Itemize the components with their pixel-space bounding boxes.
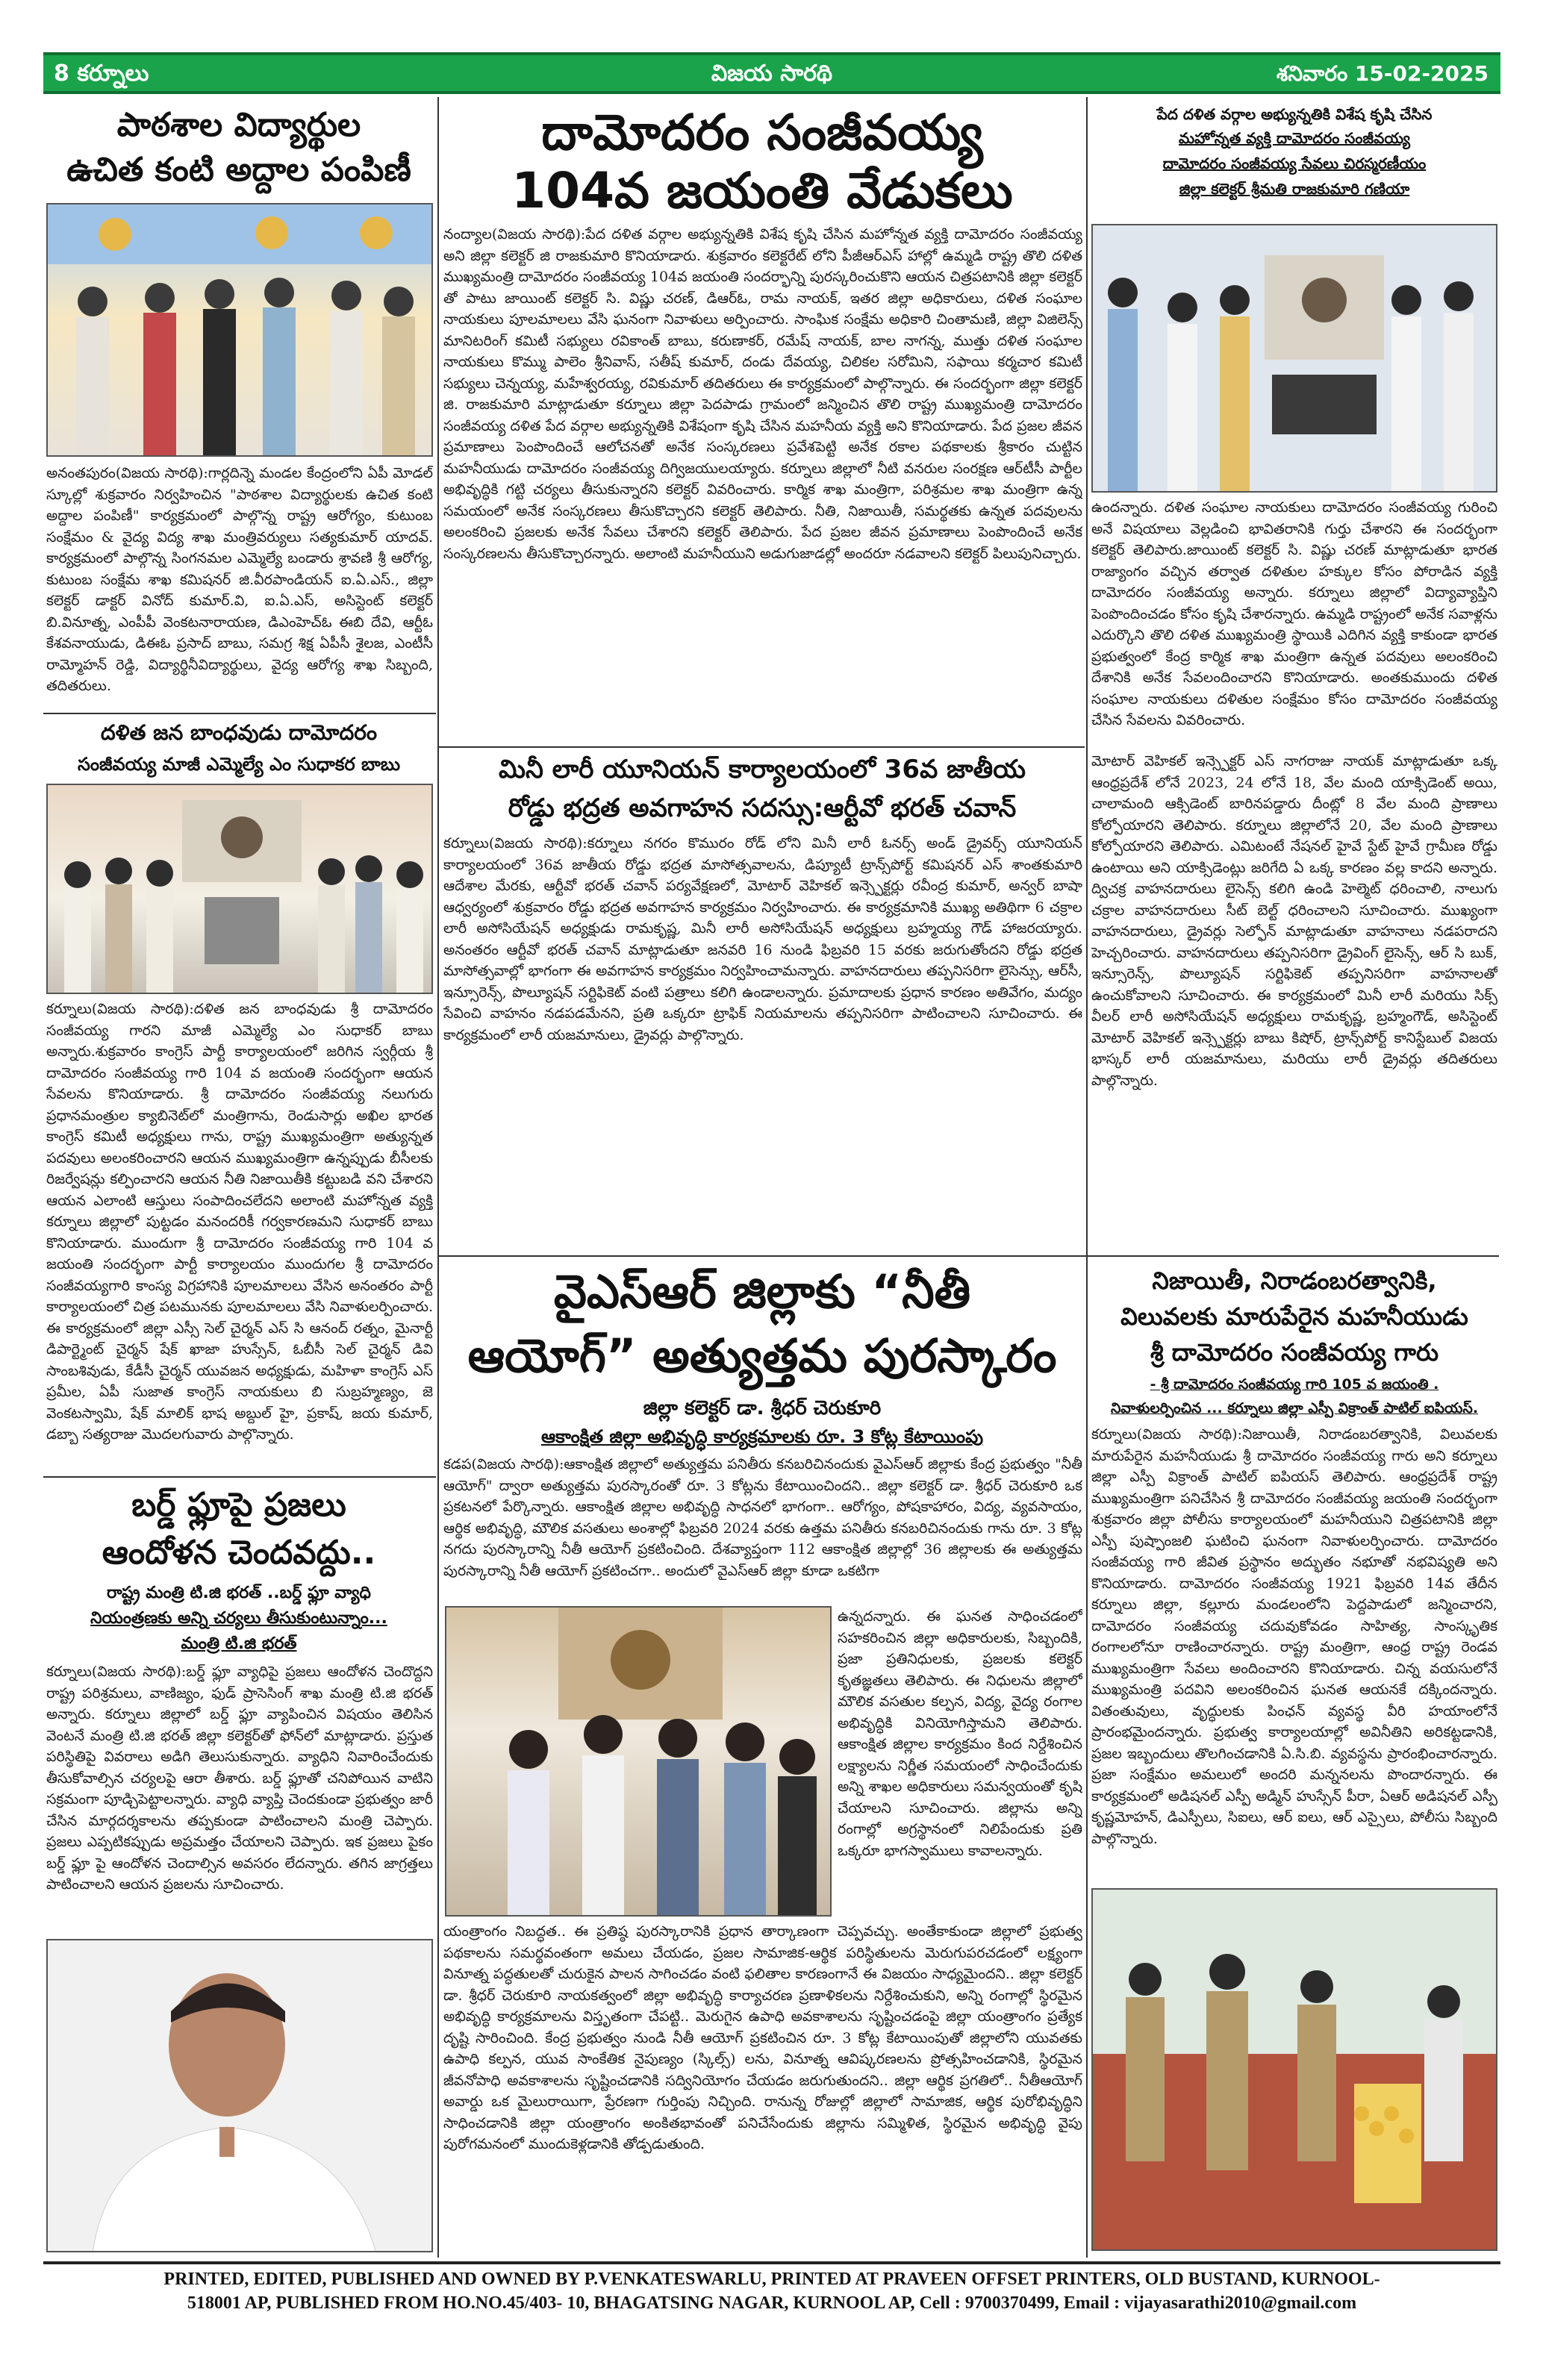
sp-sub-1: - శ్రీ దామోదరం సంజీవయ్య గారి 105 వ జయంతి . [1150,1376,1439,1393]
masthead [43,52,1500,94]
damodaram-body: నంద్యాల(విజయ సారథి):పేద దళిత వర్గాల అభ్యున్నతికి విశేష కృషి చేసిన మహోన్నత వ్యక్తి దామోదరం సంజీవయ్య అని జిల్లా కలెక్టర్ జి రాజకుమారి కొనియాడారు. శుక్రవారం కలెక్టరేట్ లోని పీజీఆర్ఎస్ హాల్లో ఉమ్మడి రాష్ట్ర తొలి దళిత ముఖ్యమంత్రి దామోదరం సంజీవయ్య 104వ జయంతి సందర్భాన్ని పురస్కరించుకొని ఆయన చిత్రపటానికి జిల్లా కలెక్టర్ తో పాటు జాయింట్ కలెక్టర్ సి. విష్ణు చరణ్, డిఆర్ఓ, రామ నాయక్, ఇతర జిల్లా అధికారులు, దళిత సంఘాల నాయకులు పూలమాలలు వేసి ఘనంగా నివాళులు అర్పించారు. సాంఘిక సంక్షేమ అధికారి చింతామణి, జిల్లా విజిలెన్స్ మానిటరింగ్ కమిటీ సభ్యులు రవికాంత్ బాబు, కరుణాకర్, రమేష్ నాయక్, బాల నాగన్న, ముత్తు దళిత సంఘాల నాయకులు కొమ్ము పాలెం శ్రీనివాస్, సతీష్ కుమార్, దండు దేవయ్య, చిలికల సరోమిని, సఫాయి కర్మచార కమిటీ సభ్యులు చెన్నయ్య, మహేశ్వరయ్య, రవికుమార్ తదితరులు ఈ కార్యక్రమంలో పాల్గొన్నారు. ఈ సందర్భంగా జిల్లా కలెక్టర్ జి. రాజకుమారి మాట్లాడుతూ కర్నూలు జిల్లా పెదపాడు గ్రామంలో జన్మించిన తొలి రాష్ట్ర ముఖ్యమంత్రి దామోదరం సంజీవయ్య దళిత పేద వర్గాల అభ్యున్నతికి విశేషంగా కృషి చేసిన మహనీయ వ్యక్తి అని కొనియాడారు. పేద ప్రజల జీవన ప్రమాణాలు పెంపొందించే ఆలోచనతో అనేక సంస్కరణలు ప్రవేశపెట్టి అనేక రకాల పథకాలకు శ్రీకారం చుట్టిన మహనీయుడు దామోదరం సంజీవయ్య దిగ్విజయులయ్యారు. కర్నూలు జిల్లాలో నీటి వనరుల సంరక్షణ ఆర్‌టీసీ పార్టీల అభివృద్ధికి గట్టి చర్యలు తీసుకున్నారని కలెక్టర్ వివరించారు. కార్మిక శాఖ మంత్రిగా, పరిశ్రమల శాఖ మంత్రిగా ఉన్న సమయంలో అనేక సంస్కరణలు తీసుకొచ్చారని కలెక్టర్ తెలిపారు. నీతి, నిజాయితీ, సమర్థతకు ఉన్నత పదవులను అలంకరించి ప్రజలకు అనేక సేవలు చేశారని కలెక్టర్ తెలిపారు. పేద ప్రజల జీవన ప్రమాణాలు పెంపొందించే అనేక సంస్కరణలను తీసుకొచ్చారన్నారు. అలాంటి మహనీయుని అడుగుజాడల్లో అందరూ నడవాలని కలెక్టర్ పిలుపునిచ్చారు. [443,226,1082,562]
column-rule [437,97,439,2258]
minister-portrait-graphic [48,1940,433,2252]
sudhakar-headline-2: సంజీవయ్య మాజీ ఎమ్మెల్యే ఎం సుధాకర బాబు [77,754,401,775]
kanti-photo [46,203,433,457]
niti-sub-2: ఆకాంక్షిత జిల్లా అభివృద్ధి కార్యక్రమాలకు రూ. 3 కోట్ల కేటాయింపు [540,1426,984,1447]
birdflu-headline-1: బర్డ్ ఫ్లూపై ప్రజలు [131,1486,346,1524]
damodaram-photo [1091,224,1497,493]
sp-headline-1: నిజాయితీ, నిరాడంబరత్వానికి, [1152,1266,1437,1295]
kanti-headline-1: పాఠశాల విద్యార్థుల [116,106,361,144]
imprint-line-2: 518001 AP, PUBLISHED FROM HO.NO.45/403- 10, BHAGATSING NAGAR, KURNOOL AP, Cell : 9700370499, Email : vijayasarathi2010@gmail.com [187,2293,1357,2313]
sp-body: కర్నూలు(విజయ సారథి):నిజాయితీ, నిరాడంబరత్వానికి, విలువలకు మారుపేరైన మహనీయుడు శ్రీ దామోదరం సంజీవయ్య గారు అని కర్నూలు జిల్లా ఎస్పీ విక్రాంత్ పాటిల్ ఐపియస్ తెలిపారు. ఆంధ్రప్రదేశ్ రాష్ట్ర ముఖ్యమంత్రిగా పనిచేసిన శ్రీ దామోదరం సంజీవయ్య జయంతి సందర్భంగా శుక్రవారం జిల్లా పోలీసు కార్యాలయంలో మహనీయుని చిత్రపటానికి జిల్లా ఎస్పీ పుష్పాంజలి ఘటించి ఘనంగా నివాళులర్పించారు. దామోదరం సంజీవయ్య గారి జీవిత ప్రస్థానం అద్భుతం నభూతో నభవిష్యతి అని కొనియాడారు. దామోదరం సంజీవయ్య 1921 ఫిబ్రవరి 14వ తేదీన కర్నూలు జిల్లా, కల్లూరు మండలంలోని పెద్దపాడులో జన్మించారని, దామోదరం సంజీవయ్య చదువుకోవడం సాహిత్య, సాంస్కృతిక రంగాలలోనూ రాణించారన్నారు. రాష్ట్ర మంత్రిగా, ఆంధ్ర రాష్ట్ర రెండవ ముఖ్యమంత్రిగా సేవలు అందించారని కొనియాడారు. చిన్న వయసులోనే ముఖ్యమంత్రి పదవిని అలంకరించిన ఘనత ఆయనకే దక్కిందన్నారు. వితంతువులు, వృద్ధులకు పింఛన్ వ్యవస్థ వీరి హయాంలోనే ప్రారంభమైందన్నారు. ప్రభుత్వ కార్యాలయాల్లో అవినీతిని అరికట్టడానికి, ప్రజల ఇబ్బందులు తొలగించడానికి ఏ.సి.బి. వ్యవస్థను ప్రారంభించారన్నారు. ప్రజా సంక్షేమం అమలులో అందరి మన్ననలను పొందారన్నారు. ఈ కార్యక్రమంలో అడిషనల్ ఎస్పీ అడ్మిన్ హుస్సేన్ పీరా, ఏఆర్ అడిషనల్ ఎస్పీ కృష్ణమోహన్, డిఎస్పీలు, సిఐలు, ఆర్ ఐలు, ఆర్ ఎస్సైలు, పోలీసు సిబ్బంది పాల్గొన్నారు. [1091,1426,1497,1847]
damodaram-photo-graphic [1093,225,1497,493]
sudhakar-body: కర్నూలు(విజయ సారథి):దళిత జన బాంధవుడు శ్రీ దామోదరం సంజీవయ్య గారని మాజీ ఎమ్మెల్యే ఎం సుధాకర్ బాబు అన్నారు.శుక్రవారం కాంగ్రెస్ పార్టీ కార్యాలయంలో జరిగిన స్వర్గీయ శ్రీ దామోదరం సంజీవయ్య గారి 104 వ జయంతి సందర్భంగా ఆయన సేవలను కొనియాడారు. శ్రీ దామోదరం సంజీవయ్య నలుగురు ప్రధానమంత్రుల క్యాబినెట్‌లో మంత్రిగాను, రెండుసార్లు అఖిల భారత కాంగ్రెస్ కమిటీ అధ్యక్షులు గాను, రాష్ట్ర ముఖ్యమంత్రిగా అత్యున్నత పదవులు అలంకరించారని ఆయన ముఖ్యమంత్రిగా ఉన్నప్పుడు బీసీలకు రిజర్వేషన్లు కల్పించారని ఆయన నీతి నిజాయితీకి కట్టుబడి వని చేశారని ఆయన ఎలాంటి ఆస్తులు సంపాదించలేదని అలాంటి మహోన్నత వ్యక్తి కర్నూలు జిల్లాలో పుట్టడం మనందరికీ గర్వకారణమని సుధాకర్ బాబు కొనియాడారు. ముందుగా శ్రీ దామోదరం సంజీవయ్య గారి 104 వ జయంతి సందర్భంగా పార్టీ కార్యాలయం ముందుగల శ్రీ దామోదరం సంజీవయ్యగారి కాంస్య విగ్రహానికి పూలమాలలు వేసిన అనంతరం పార్టీ కార్యాలయంలో చిత్ర పటమునకు పూలమాలలు వేసి నివాళులర్పించారు. ఈ కార్యక్రమంలో జిల్లా ఎస్సీ సెల్ చైర్మన్ ఎస్ సి ఆనంద్ రత్నం, మైనార్టీ డిపార్ట్మెంట్ చైర్మన్ షేక్ ఖాజా హుస్సేన్, ఓబీసీ సెల్ చైర్మన్ డివి సాంబశివుడు, కేడీసీ చైర్మన్ యువజన అధ్యక్షుడు, మహిళా కాంగ్రెస్ ఎస్ ప్రమీల, ఏపీ సుజాత కాంగ్రెస్ నాయకులు బి సుబ్రహ్మణ్యం, జె వెంకటస్వామి, షేక్ మాలిక్ భాష అబ్దుల్ హై, ప్రకాష్, జయ కుమార్, డబ్బా సత్యరాజు మొదలగువారు పాల్గొన్నారు. [46,1001,433,1443]
niti-body-top: కడప(విజయ సారథి):ఆకాంక్షిత జిల్లాలో అత్యుత్తమ పనితీరు కనబరిచినందుకు వైఎస్ఆర్ జిల్లాకు కేంద్ర ప్రభుత్వం "నీతీ ఆయోగ్" ద్వారా అత్యుత్తమ పురస్కారంతో రూ. 3 కోట్లను కేటాయించిందని.. జిల్లా కలెక్టర్ డా. శ్రీధర్ చెరుకూరి ఒక ప్రకటనలో పేర్కొన్నారు. ఆకాంక్షిత జిల్లాల అభివృద్ధి సాధనలో భాగంగా.. ఆరోగ్యం, పోషకాహారం, విద్య, వ్యవసాయం, ఆర్థిక అభివృద్ధి, మౌలిక వసతులు అంశాల్లో ఫిబ్రవరి 2024 వరకు ఉత్తమ పనితీరు కనబరిచినందుకు గాను రూ. 3 కోట్ల నగదు పురస్కారాన్ని నీతీ ఆయోగ్ ప్రకటించింది. దేశవ్యాప్తంగా 112 ఆకాంక్షిత జిల్లాల్లో 36 జిల్లాలకు ఈ అత్యుత్తమ పురస్కారాన్ని నీతీ ఆయోగ్ ప్రకటించగా.. అందులో వైఎస్ఆర్ జిల్లా కూడా ఒకటిగా [443,1456,1082,1579]
birdflu-sub-2: నియంత్రణకు అన్ని చర్యలు తీసుకుంటున్నాం... [90,1609,387,1628]
birdflu-sub-1: రాష్ట్ర మంత్రి టి.జి భరత్ ..బర్డ్ ఫ్లూ వ్యాధి [107,1584,371,1602]
niti-photo-graphic [446,1608,832,1917]
niti-photo [445,1606,832,1917]
damodaram-headline-1: దామోదరం సంజీవయ్య [541,104,983,161]
birdflu-sub-3: మంత్రి టి.జి భరత్ [181,1634,297,1653]
sudhakar-photo [46,784,433,994]
damodaram-headline-2: 104వ జయంతి వేడుకలు [511,162,1013,219]
lorry-headline-1: మినీ లారీ యూనియన్ కార్యాలయంలో 36వ జాతీయ [499,755,1026,784]
sp-headline-2: విలువలకు మారుపేరైన మహనీయుడు [1120,1302,1468,1331]
niti-headline-1: వైఎస్ఆర్ జిల్లాకు “నీతీ [553,1264,971,1319]
birdflu-body: కర్నూలు(విజయ సారథి):బర్డ్ ఫ్లూ వ్యాధిపై ప్రజలు ఆందోళన చెందొద్దని రాష్ట్ర పరిశ్రమలు, వాణిజ్యం, ఫుడ్ ప్రాసెసింగ్ శాఖ మంత్రి టి.జి భరత్ అన్నారు. కర్నూలు జిల్లాలో బర్డ్ ఫ్లూ వ్యాపించిన విషయం తెలిసిన వెంటనే మంత్రి టి.జి భరత్ జిల్లా కలెక్టర్‌తో ఫోన్‌లో మాట్లాడారు. ప్రస్తుత పరిస్థితిపై వివరాలు అడిగి తెలుసుకున్నారు. వ్యాధిని నివారించేందుకు తీసుకోవాల్సిన చర్యలపై ఆరా తీశారు. బర్డ్ ఫ్లూతో చనిపోయిన వాటిని సక్రమంగా పూడ్చిపెట్టాలన్నారు. వ్యాధి వ్యాప్తి చెందకుండా ప్రభుత్వం జారీ చేసిన మార్గదర్శకాలను తప్పకుండా పాటించాలని మంత్రి చెప్పారు. ప్రజలు ఎప్పటికప్పుడు అప్రమత్తం చేయాలని చెప్పారు. ఇక ప్రజలు పైకం బర్డ్ ఫ్లూ పై ఆందోళన చెందాల్సిన అవసరం లేదన్నారు. తగిన జాగ్రత్తలు పాటించాలని ఆయన ప్రజలను సూచించారు. [46,1664,433,1893]
section-rule [439,1255,1499,1257]
kanti-headline-2: ఉచిత కంటి అద్దాల పంపిణీ [66,151,411,189]
lorry-body: కర్నూలు(విజయ సారథి):కర్నూలు నగరం కొమురం రోడ్ లోని మినీ లారీ ఓనర్స్ అండ్ డ్రైవర్స్ యూనియన్ కార్యాలయంలో 36వ జాతీయ రోడ్డు భద్రత మాసోత్సవాలను, డిప్యూటీ ట్రాన్స్‌పోర్ట్ కమిషనర్ ఎస్ శాంతకుమారి ఆదేశాల మేరకు, ఆర్టీవో భరత్ చవాన్ పర్యవేక్షణలో, మోటార్ వెహికల్ ఇన్స్పెక్టర్లు రవీంద్ర కుమార్, అన్వర్ బాషా ఆధ్వర్యంలో శుక్రవారం రోడ్డు భద్రత అవగాహన కార్యక్రమం నిర్వహించారు. ఈ కార్యక్రమానికి ముఖ్య అతిథిగా 6 చక్రాల లారీ అసోసియేషన్ అధ్యక్షుడు రామకృష్ణ, మినీ లారీ అసోసియేషన్ అధ్యక్షులు బ్రహ్మయ్య గౌడ్ హాజరయ్యారు. అనంతరం ఆర్టీవో భరత్ చవాన్ మాట్లాడుతూ జనవరి 16 నుండి ఫిబ్రవరి 15 వరకు జరుగుతోందని రోడ్డు భద్రత మాసోత్సవాల్లో భాగంగా ఈ అవగాహన కార్యక్రమం నిర్వహించామన్నారు. వాహనదారులు తప్పనిసరిగా లైసెన్సు, ఆర్‌సీ, ఇన్సూరెన్స్, పొల్యూషన్ సర్టిఫికెట్ వంటి పత్రాలు కలిగి ఉండాలన్నారు. ప్రమాదాలకు ప్రధాన కారణం అతివేగం, మద్యం సేవించి వాహనం నడపడమేనని, ప్రతి ఒక్కరూ ట్రాఫిక్ నియమాలను తప్పనిసరిగా పాటించాలని సూచించారు. ఈ కార్యక్రమంలో లారీ యజమానులు, డ్రైవర్లు పాల్గొన్నారు. [443,835,1082,1043]
damodaram-kicker-2: మహోన్నత వ్యక్తి దామోదరం సంజీవయ్య [1179,129,1410,147]
imprint-line-1: PRINTED, EDITED, PUBLISHED AND OWNED BY P.VENKATESWARLU, PRINTED AT PRAVEEN OFFSET PRINTERS, OLD BUSTAND, KURNOOL- [163,2270,1380,2289]
lorry-body-right: మోటార్ వెహికల్ ఇన్స్పెక్టర్ ఎస్ నాగరాజు నాయక్ మాట్లాడుతూ ఒక్క ఆంధ్రప్రదేశ్ లోనే 2023, 24 లోనే 18, వేల మంది యాక్సిడెంట్ అయి, చాలామంది ఆక్సిడెంట్ బారినపడ్డారు దీంట్లో 8 వేల మంది ప్రాణాలు కోల్పోయారని తెలిపారు. కర్నూలు జిల్లాలోనే 20, వేల మంది ప్రాణాలు కోల్పోయారని తెలిపారు. ఎమిటంటే నేషనల్ హైవే స్టేట్ హైవే గ్రామీణ రోడ్డు ఉంటాయి అని యాక్సిడెంట్లు జరిగేది ఏ ఒక్క కారణం వల్ల కాదని అన్నారు. ద్విచక్ర వాహనదారులు లైసెన్స్ కలిగి ఉండి హెల్మెట్ ధరించాలి, నాలుగు చక్రాల వాహనదారులు సీట్ బెల్ట్ ధరించాలని సూచించారు. ముఖ్యంగా వాహనదారులు, డ్రైవర్లు సెల్ఫోన్ మాట్లాడుతూ వాహనాలు నడపరాదని హెచ్చరించారు. వాహనదారులు తప్పనిసరిగా డ్రైవింగ్ లైసెన్స్, ఆర్ సి బుక్, ఇన్సూరెన్స్, పొల్యూషన్ సర్టిఫికెట్ తప్పనిసరిగా వాహనాలతో ఉంచుకోవాలని సూచించారు. ఈ కార్యక్రమంలో మినీ లారీ మరియు సిక్స్ వీలర్ లారీ అసోసియేషన్ అధ్యక్షులు రామకృష్ణ, బ్రహ్మంగౌడ్, అసిస్టెంట్ మోటార్ వెహికల్ ఇన్స్పెక్టర్లు బాబు కిషోర్, ట్రాన్స్‌పోర్ట్ కానిస్టేబుల్ విజయ భాస్కర్ లారీ యజమానులు, మరియు లారీ డ్రైవర్లు తదితరులు పాల్గొన్నారు. [1091,753,1497,1089]
damodaram-kicker-4: జిల్లా కలెక్టర్ శ్రీమతి రాజకుమారి గణియా [1179,180,1410,198]
niti-body-bottom: యంత్రాంగం నిబద్ధత.. ఈ ప్రతిష్ఠ పురస్కారానికి ప్రధాన తార్కాణంగా చెప్పవచ్చు. అంతేకాకుండా జిల్లాలో ప్రభుత్వ పథకాలను సమర్థవంతంగా అమలు చేయడం, ప్రజల సామాజిక-ఆర్థిక పరిస్థితులను మెరుగుపరచడంలో లక్ష్యంగా వినూత్న పద్ధతులతో చురుకైన పాలన సాగించడం వంటి ఫలితాల కారణంగానే ఈ విజయం సాధ్యమైందని.. జిల్లా కలెక్టర్ డా. శ్రీధర్ చెరుకూరి నాయకత్వంలో జిల్లా అభివృద్ధి కార్యాచరణ ప్రణాళికలను నిర్దేశించుకుని, అన్ని రంగాల్లో స్థిరమైన అభివృద్ధి కార్యక్రమాలను విస్తృతంగా చేపట్టి.. మెరుగైన ఉపాధి అవకాశాలను సృష్టించడంపై జిల్లా యంత్రాంగం ప్రత్యేక దృష్టి సారించింది. కేంద్ర ప్రభుత్వం నుండి నీతీ ఆయోగ్ ప్రకటించిన రూ. 3 కోట్ల కేటాయింపుతో జిల్లాలోని యువతకు ఉపాధి కల్పన, యువ సాంకేతిక నైపుణ్యం (స్కిల్స్) లను, వినూత్న ఆవిష్కరణలను ప్రోత్సహించడానికి, స్థిరమైన జీవనోపాధి అవకాశాలను సృష్టించడానికి సద్వినియోగం చేయడం జరుగుతుందని.. జిల్లా ఆర్థిక ప్రగతిలో.. నీతీఆయోగ్ అవార్డు ఒక మైలురాయిగా, ప్రేరణగా గుర్తింపు నిచ్చింది. రానున్న రోజుల్లో జిల్లాలో సామాజిక, ఆర్థిక పురోభివృద్ధిని సాధించడానికి జిల్లా యంత్రాంగం అంకితభావంతో పనిచేసేందుకు జిల్లాను సమ్మిళిత, స్థిరమైన అభివృద్ధి వైపు పురోగమనంలో ముందుకెళ్లడానికి తోడ్పడుతుంది. [443,1923,1082,2152]
damodaram-kicker-3: దామోదరం సంజీవయ్య సేవలు చిరస్మరణీయం [1162,154,1427,172]
section-rule [43,1476,436,1478]
niti-sub-1: జిల్లా కలెక్టర్ డా. శ్రీధర్ చెరుకూరి [643,1397,882,1419]
damodaram-right-body: ఉందన్నారు. దళిత సంఘాల నాయకులు దామోదరం సంజీవయ్య గురించి అనే విషయాలు వెల్లడించి భావితరానికి గుర్తు చేశారని ఈ సందర్భంగా కలెక్టర్ తెలిపారు.జాయింట్ కలెక్టర్ సి. విష్ణు చరణ్ మాట్లాడుతూ భారత రాజ్యాంగం వచ్చిన తర్వాత దళితుల హక్కుల కోసం పోరాడిన వ్యక్తి దామోదరం సంజీవయ్య అన్నారు. కర్నూలు జిల్లాలో విద్యావ్యాప్తిని పెంపొందించడం కోసం కృషి చేశారన్నారు. ఉమ్మడి రాష్ట్రంలో అనేక సవాళ్లను ఎదుర్కొని తొలి దళిత ముఖ్యమంత్రి స్థాయికి ఎదిగిన వ్యక్తి కాకుండా భారత ప్రభుత్వంలో కేంద్ర కార్మిక శాఖ మంత్రిగా ఉన్నత పదవులు అలంకరించి దేశానికి అనేక సేవలందించారని కొనియాడారు. అంతకుముందు దళిత సంఘాల నాయకులు దళితుల సంక్షేమం కోసం దామోదరం సంజీవయ్య చేసిన సేవలను వివరించారు. [1091,499,1497,728]
kanti-photo-graphic [48,204,433,457]
lorry-headline-2: రోడ్డు భద్రత అవగాహన సదస్సు:ఆర్టీవో భరత్ చవాన్ [508,793,1017,823]
birdflu-headline-2: ఆందోళన చెందవద్దు.. [102,1534,376,1572]
niti-headline-2: ఆయోగ్” అత్యుత్తమ పురస్కారం [467,1328,1057,1383]
page-label: 8 కర్నూలు [54,60,149,87]
sudhakar-headline-1: దళిత జన బాంధవుడు దామోదరం [100,720,378,745]
sp-headline-3: శ్రీ దామోదరం సంజీవయ్య గారు [1150,1338,1439,1367]
imprint-footer [43,2267,1500,2334]
minister-portrait [46,1939,433,2252]
niti-body-side: ఉన్నదన్నారు. ఈ ఘనత సాధించడంలో సహకరించిన జిల్లా అధికారులకు, సిబ్బందికి, ప్రజా ప్రతినిధులకు, ప్రజలకు కలెక్టర్ కృతజ్ఞతలు తెలిపారు. ఈ నిధులను జిల్లాలో మౌలిక వసతుల కల్పన, విద్య, వైద్య రంగాల అభివృద్ధికి వినియోగిస్తామని తెలిపారు. ఆకాంక్షిత జిల్లాల కార్యక్రమం కింద నిర్దేశించిన లక్ష్యాలను నిర్ణీత సమయంలో సాధించేందుకు అన్ని శాఖల అధికారులు సమన్వయంతో కృషి చేయాలని సూచించారు. జిల్లాను అన్ని రంగాల్లో అగ్రస్థానంలో నిలిపేందుకు ప్రతి ఒక్కరూ భాగస్వాములు కావాలన్నారు. [838,1608,1082,1859]
sp-photo [1091,1888,1497,2251]
sudhakar-photo-graphic [48,785,433,994]
section-rule [43,713,436,714]
sp-sub-2: నివాళులర్పించిన ... కర్నూలు జిల్లా ఎస్పీ విక్రాంత్ పాటిల్ ఐపియస్. [1110,1400,1479,1417]
column-rule [1086,97,1088,2258]
paper-name: విజయ సారథి [711,60,833,87]
damodaram-kicker-1: పేద దళిత వర్గాల అభ్యున్నతికి విశేష కృషి చేసిన [1156,105,1433,123]
issue-date: శనివారం 15-02-2025 [1276,61,1489,86]
sp-photo-graphic [1093,1890,1497,2251]
section-rule [439,746,1085,748]
footer-rule [43,2261,1500,2264]
kanti-body: అనంతపురం(విజయ సారథి):గార్లదిన్నె మండల కేంద్రంలోని ఏపీ మోడల్ స్కూల్లో శుక్రవారం నిర్వహించిన "పాఠశాల విద్యార్థులకు ఉచిత కంటి అద్దాల పంపిణీ" కార్యక్రమంలో పాల్గొన్న రాష్ట్ర ఆరోగ్యం, కుటుంబ సంక్షేమం & వైద్య విద్య శాఖ మంత్రివర్యులు సత్యకుమార్ యాదవ్. కార్యక్రమంలో పాల్గొన్న సింగనమల ఎమ్మెల్యే బండారు శ్రావణి శ్రీ ఆరోగ్య, కుటుంబ సంక్షేమ శాఖ కమిషనర్ జి.వీరపాండియన్ ఐ.ఏ.ఎస్., జిల్లా కలెక్టర్ డాక్టర్ వినోద్ కుమార్.వి, ఐ.ఏ.ఎస్, అసిస్టెంట్ కలెక్టర్ బి.వినూత్న, ఎంపీపీ వెంకటనారాయణ, డిఎంహెచ్ఓ ఈబి దేవి, ఆర్టీఓ కేశవనాయుడు, డిఈఓ ప్రసాద్ బాబు, సమగ్ర శిక్ష ఏపీసీ శైలజ, ఎంటీసీ రామ్మోహన్ రెడ్డి, విద్యార్థినీవిద్యార్థులు, వైద్య ఆరోగ్య శాఖ సిబ్బంది, తదితరులు. [46,465,433,694]
